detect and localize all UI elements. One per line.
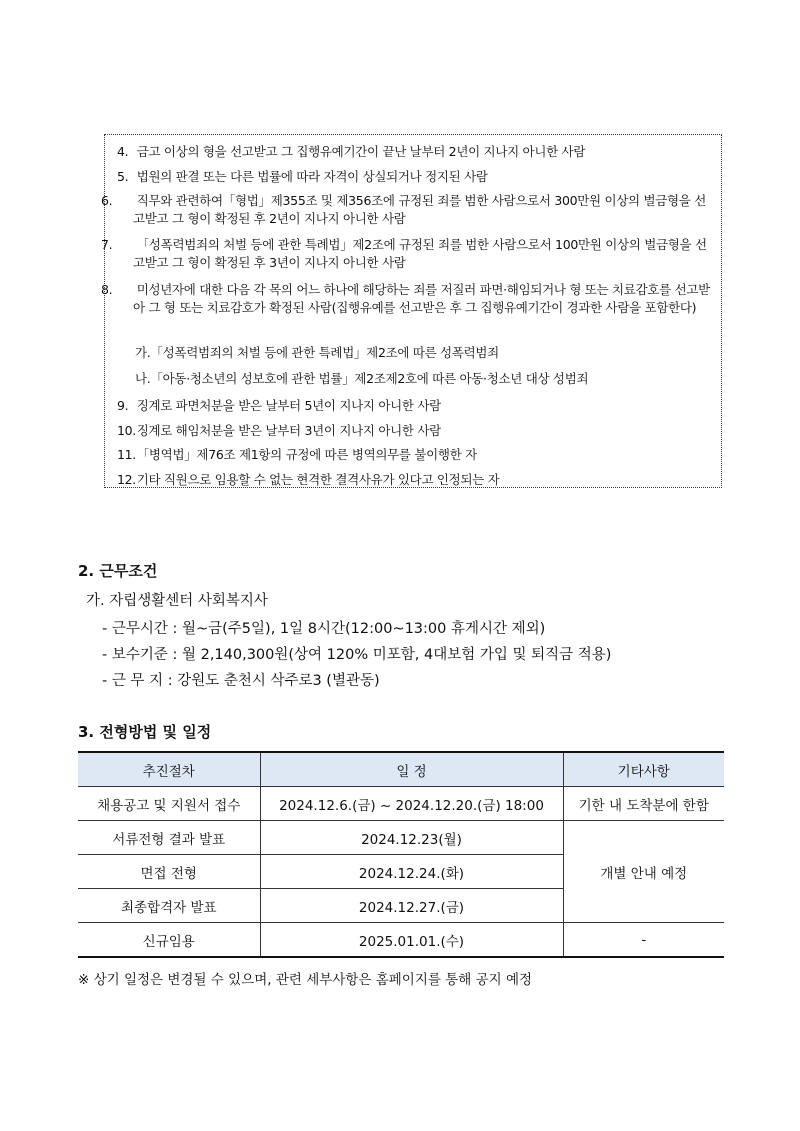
schedule-footnote: ※ 상기 일정은 변경될 수 있으며, 관련 세부사항은 홈페이지를 통해 공지 예정 [78, 972, 533, 988]
step-cell: 신규임용 [78, 923, 260, 958]
section-2-subtitle: 가. 자립생활센터 사회복지사 [86, 593, 268, 609]
list-item: 9. 징계로 파면처분을 받은 날부터 5년이 지나지 아니한 사람 [117, 398, 441, 413]
step-cell: 채용공고 및 지원서 접수 [78, 787, 260, 821]
list-item: 7. 「성폭력범죄의 처벌 등에 관한 특례법」제2조에 규정된 죄를 범한 사람으로서 100만원 이상의 벌금형을 선고받고 그 형이 확정된 후 3년이 지나지 아니한 사람 [101, 237, 707, 270]
column-header: 기타사항 [563, 752, 724, 787]
note-cell: 기한 내 도착분에 한함 [563, 787, 724, 821]
list-item: 4. 금고 이상의 형을 선고받고 그 집행유예기간이 끝난 날부터 2년이 지나지 아니한 사람 [117, 144, 586, 159]
date-cell: 2025.01.01.(수) [260, 923, 563, 958]
section-2-title: 2. 근무조건 [78, 562, 158, 580]
table-row [78, 787, 724, 821]
date-cell: 2024.12.27.(금) [260, 889, 563, 923]
list-item: 11. 「병역법」제76조 제1항의 규정에 따른 병역의무를 불이행한 자 [117, 447, 477, 462]
column-header: 일 정 [260, 752, 563, 787]
schedule-table [78, 751, 724, 958]
column-header: 추진절차 [78, 752, 260, 787]
table-header-row [78, 752, 724, 787]
work-hours-line: - 근무시간 : 월~금(주5일), 1일 8시간(12:00~13:00 휴게시간 제외) [102, 621, 546, 637]
date-cell: 2024.12.6.(금) ~ 2024.12.20.(금) 18:00 [260, 787, 563, 821]
workplace-line: - 근 무 지 : 강원도 춘천시 삭주로3 (별관동) [102, 673, 380, 689]
list-item: 5. 법원의 판결 또는 다른 법률에 따라 자격이 상실되거나 정지된 사람 [117, 169, 488, 184]
date-cell: 2024.12.23(월) [260, 821, 563, 855]
list-item: 6. 직무와 관련하여「형법」제355조 및 제356조에 규정된 죄를 범한 사람으로서 300만원 이상의 벌금형을 선고받고 그 형이 확정된 후 2년이 지나지 아니한 사람 [101, 193, 707, 226]
list-subitem: 가.「성폭력범죄의 처벌 등에 관한 특례법」제2조에 따른 성폭력범죄 [135, 345, 499, 360]
list-subitem: 나.「아동·청소년의 성보호에 관한 법률」제2조제2호에 따른 아동·청소년 대상 성범죄 [135, 371, 589, 386]
step-cell: 서류전형 결과 발표 [78, 821, 260, 855]
salary-line: - 보수기준 : 월 2,140,300원(상여 120% 미포함, 4대보험 가입 및 퇴직금 적용) [102, 647, 612, 663]
list-item: 8. 미성년자에 대한 다음 각 목의 어느 하나에 해당하는 죄를 저질러 파면·해임되거나 형 또는 치료감호를 선고받아 그 형 또는 치료감호가 확정된 사람(집행유예를 선고받은 후 그 집행유예기간이 경과한 사람을 포함한다) [101, 282, 710, 315]
note-cell: - [563, 923, 724, 958]
section-3-title: 3. 전형방법 및 일정 [78, 723, 212, 741]
list-item: 12. 기타 직원으로 임용할 수 없는 현격한 결격사유가 있다고 인정되는 자 [117, 472, 500, 487]
table-row [78, 923, 724, 958]
table-row [78, 821, 724, 855]
list-item: 10. 징계로 해임처분을 받은 날부터 3년이 지나지 아니한 사람 [117, 423, 441, 438]
note-cell: 개별 안내 예정 [563, 821, 724, 923]
step-cell: 최종합격자 발표 [78, 889, 260, 923]
step-cell: 면접 전형 [78, 855, 260, 889]
disqualification-box [101, 134, 722, 488]
date-cell: 2024.12.24.(화) [260, 855, 563, 889]
